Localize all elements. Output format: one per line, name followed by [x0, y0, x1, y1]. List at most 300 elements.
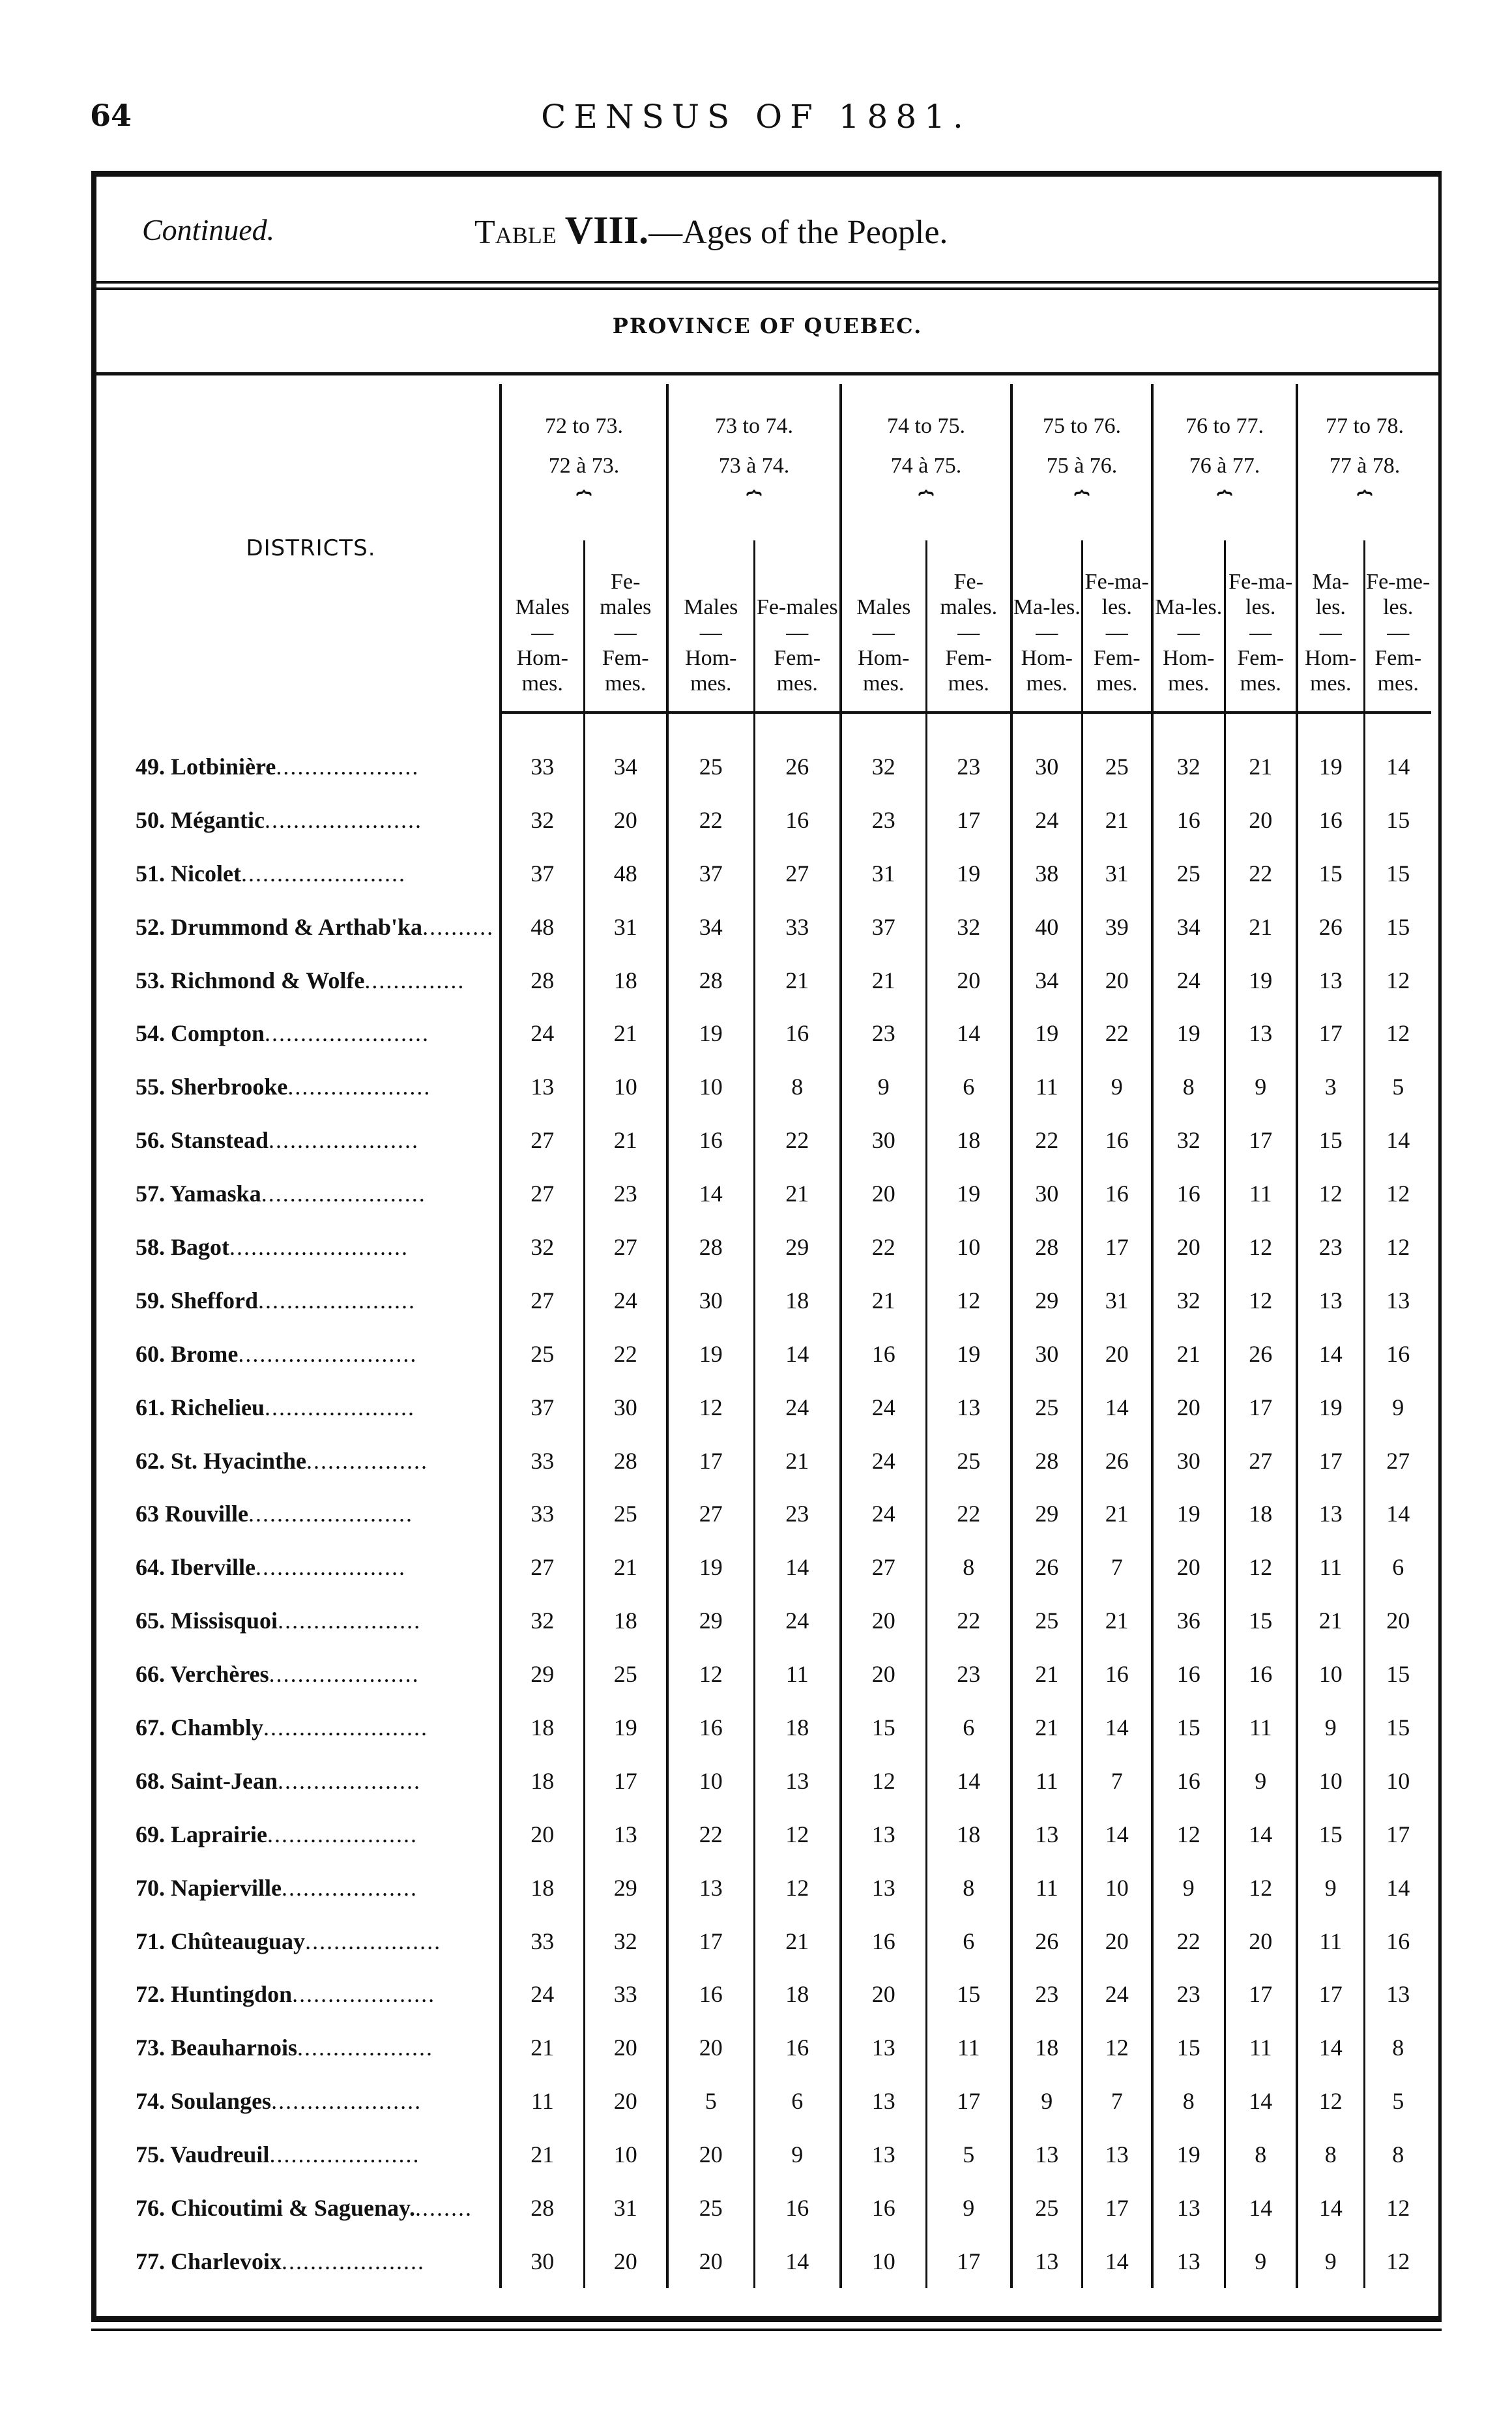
males-value: 25 — [1011, 2181, 1082, 2235]
leader-dots: ......................... — [229, 1233, 409, 1260]
age-group-header — [841, 384, 1011, 540]
males-value: 23 — [1297, 1220, 1364, 1274]
district-number: 70. — [136, 1874, 165, 1901]
leader-dots: .................... — [278, 1767, 422, 1794]
males-value: 19 — [1152, 2128, 1225, 2181]
males-value: 22 — [667, 1808, 754, 1861]
females-value: 20 — [584, 2074, 667, 2128]
females-value: 8 — [926, 1861, 1011, 1915]
females-value: 19 — [1225, 954, 1297, 1007]
females-value: 6 — [754, 2074, 841, 2128]
males-value: 19 — [1152, 1487, 1225, 1540]
females-value: 24 — [584, 1274, 667, 1327]
sex-label-fr: Fem-mes. — [602, 646, 649, 696]
district-number: 55. — [136, 1074, 165, 1100]
females-value: 11 — [926, 2021, 1011, 2074]
dash-divider: — — [1036, 621, 1058, 645]
males-value: 21 — [1297, 1594, 1364, 1647]
leader-dots: ................... — [297, 2035, 434, 2061]
females-value: 9 — [926, 2181, 1011, 2235]
females-value: 15 — [1364, 1647, 1431, 1701]
males-value: 13 — [841, 2128, 926, 2181]
table-row — [123, 2128, 1431, 2181]
females-value: 12 — [1364, 2181, 1431, 2235]
males-value: 17 — [667, 1915, 754, 1968]
dash-divider: — — [1249, 621, 1272, 645]
district-label: Richelieu — [171, 1394, 265, 1420]
district-label: Shefford — [171, 1287, 258, 1314]
district-number: 50. — [136, 806, 165, 833]
males-value: 30 — [1011, 1167, 1082, 1220]
table-title-text: —Ages of the People. — [648, 214, 948, 251]
females-value: 11 — [1225, 2021, 1297, 2074]
sex-label-en: Fe-males — [600, 569, 652, 619]
sex-label-en: Males — [684, 595, 738, 619]
females-value: 27 — [754, 847, 841, 900]
males-value: 16 — [841, 1915, 926, 1968]
males-value: 10 — [667, 1754, 754, 1808]
females-value: 14 — [754, 2235, 841, 2288]
district-name — [123, 1915, 501, 1968]
males-value: 12 — [1297, 2074, 1364, 2128]
females-value: 14 — [926, 1007, 1011, 1060]
females-value: 25 — [584, 1487, 667, 1540]
females-value: 25 — [584, 1647, 667, 1701]
females-value: 16 — [1082, 1113, 1152, 1167]
males-value: 37 — [501, 847, 584, 900]
females-value: 21 — [754, 954, 841, 1007]
females-value: 39 — [1082, 900, 1152, 954]
district-label: Stanstead — [171, 1127, 269, 1154]
males-value: 37 — [667, 847, 754, 900]
females-value: 12 — [754, 1808, 841, 1861]
males-value: 28 — [501, 954, 584, 1007]
table-row — [123, 1808, 1431, 1861]
sex-label-fr: Hom-mes. — [516, 646, 568, 696]
males-value: 33 — [501, 740, 584, 793]
males-value: 30 — [667, 1274, 754, 1327]
females-value: 6 — [926, 1701, 1011, 1754]
males-value: 11 — [501, 2074, 584, 2128]
district-name — [123, 1594, 501, 1647]
males-value: 25 — [1152, 847, 1225, 900]
females-value: 18 — [754, 1274, 841, 1327]
females-value: 14 — [1225, 1808, 1297, 1861]
district-name — [123, 2074, 501, 2128]
females-value: 26 — [1225, 1327, 1297, 1381]
males-value: 19 — [1011, 1007, 1082, 1060]
females-value: 33 — [584, 1967, 667, 2021]
males-value: 24 — [501, 1967, 584, 2021]
males-value: 19 — [1152, 1007, 1225, 1060]
district-number: 66. — [136, 1661, 165, 1688]
leader-dots: ....................... — [265, 1020, 430, 1047]
females-value: 8 — [1364, 2128, 1431, 2181]
district-label: Napierville — [171, 1874, 282, 1901]
running-head: CENSUS OF 1881. — [541, 98, 971, 136]
table-row — [123, 1167, 1431, 1220]
district-number: 75. — [136, 2141, 165, 2168]
males-header — [1011, 540, 1082, 713]
males-value: 20 — [841, 1647, 926, 1701]
group-header-row — [123, 384, 1431, 540]
table-row — [123, 1647, 1431, 1701]
leader-dots: ....................... — [248, 1501, 414, 1527]
females-value: 9 — [1082, 1060, 1152, 1113]
males-value: 19 — [667, 1327, 754, 1381]
males-value: 11 — [1011, 1060, 1082, 1113]
males-value: 12 — [667, 1647, 754, 1701]
females-value: 18 — [1225, 1487, 1297, 1540]
district-number: 65. — [136, 1608, 165, 1634]
males-value: 32 — [1152, 1274, 1225, 1327]
females-value: 18 — [754, 1701, 841, 1754]
females-value: 6 — [1364, 1540, 1431, 1594]
leader-dots: .................... — [292, 1981, 436, 2008]
females-value: 13 — [1364, 1274, 1431, 1327]
females-value: 17 — [926, 2235, 1011, 2288]
district-name — [123, 1808, 501, 1861]
males-value: 18 — [501, 1861, 584, 1915]
females-value: 8 — [754, 1060, 841, 1113]
females-value: 21 — [754, 1167, 841, 1220]
males-value: 25 — [667, 740, 754, 793]
males-value: 30 — [841, 1113, 926, 1167]
females-value: 16 — [754, 2021, 841, 2074]
males-value: 30 — [1011, 1327, 1082, 1381]
males-value: 32 — [501, 1220, 584, 1274]
district-name — [123, 1274, 501, 1327]
males-value: 25 — [501, 1327, 584, 1381]
district-name — [123, 1060, 501, 1113]
males-value: 12 — [1297, 1167, 1364, 1220]
females-value: 22 — [926, 1594, 1011, 1647]
age-group-fr: 72 à 73. — [548, 454, 620, 478]
females-value: 9 — [1225, 1060, 1297, 1113]
males-header — [1152, 540, 1225, 713]
females-value: 29 — [584, 1861, 667, 1915]
males-value: 24 — [1152, 954, 1225, 1007]
females-value: 27 — [1225, 1434, 1297, 1488]
males-value: 9 — [841, 1060, 926, 1113]
females-value: 20 — [926, 954, 1011, 1007]
females-value: 18 — [926, 1113, 1011, 1167]
males-value: 13 — [1152, 2181, 1225, 2235]
males-value: 12 — [667, 1381, 754, 1434]
table-row — [123, 1861, 1431, 1915]
males-value: 22 — [841, 1220, 926, 1274]
females-value: 8 — [926, 1540, 1011, 1594]
females-value: 13 — [584, 1808, 667, 1861]
table-row — [123, 1274, 1431, 1327]
females-value: 20 — [584, 793, 667, 847]
males-value: 27 — [501, 1540, 584, 1594]
district-number: 77. — [136, 2248, 165, 2274]
males-value: 27 — [501, 1274, 584, 1327]
table-row — [123, 740, 1431, 793]
females-value: 21 — [584, 1007, 667, 1060]
district-label: Chicoutimi & Saguenay. — [171, 2194, 416, 2221]
leader-dots: .............. — [364, 967, 465, 993]
district-label: Saint-Jean — [171, 1767, 278, 1794]
females-value: 9 — [754, 2128, 841, 2181]
females-value: 18 — [926, 1808, 1011, 1861]
females-value: 22 — [926, 1487, 1011, 1540]
district-number: 73. — [136, 2035, 165, 2061]
males-value: 14 — [1297, 1327, 1364, 1381]
females-value: 17 — [1364, 1808, 1431, 1861]
males-value: 24 — [841, 1434, 926, 1488]
leader-dots: ......................... — [238, 1340, 418, 1367]
females-value: 23 — [926, 1647, 1011, 1701]
females-value: 25 — [1082, 740, 1152, 793]
dash-divider: — — [1105, 621, 1128, 645]
table-row — [123, 900, 1431, 954]
district-label: Soulanges — [171, 2088, 272, 2115]
females-value: 13 — [926, 1381, 1011, 1434]
district-number: 59. — [136, 1287, 165, 1314]
brace-icon: ⏞ — [1217, 490, 1232, 520]
females-value: 7 — [1082, 2074, 1152, 2128]
females-value: 14 — [754, 1540, 841, 1594]
district-number: 57. — [136, 1181, 165, 1207]
females-value: 16 — [754, 2181, 841, 2235]
males-value: 37 — [501, 1381, 584, 1434]
males-header — [667, 540, 754, 713]
table-row — [123, 1754, 1431, 1808]
males-value: 16 — [1152, 1167, 1225, 1220]
males-value: 24 — [501, 1007, 584, 1060]
age-group-header — [1011, 384, 1152, 540]
males-value: 13 — [1152, 2235, 1225, 2288]
males-value: 23 — [841, 1007, 926, 1060]
females-value: 14 — [1225, 2074, 1297, 2128]
females-value: 29 — [754, 1220, 841, 1274]
males-value: 9 — [1297, 1861, 1364, 1915]
district-number: 71. — [136, 1928, 165, 1954]
males-value: 11 — [1011, 1754, 1082, 1808]
females-value: 30 — [584, 1381, 667, 1434]
females-value: 10 — [926, 1220, 1011, 1274]
females-value: 21 — [584, 1113, 667, 1167]
males-value: 20 — [667, 2021, 754, 2074]
males-value: 24 — [841, 1381, 926, 1434]
males-value: 29 — [667, 1594, 754, 1647]
table-row — [123, 1327, 1431, 1381]
females-value: 23 — [584, 1167, 667, 1220]
males-value: 13 — [1011, 2128, 1082, 2181]
females-value: 22 — [754, 1113, 841, 1167]
leader-dots: .................... — [281, 2248, 425, 2274]
females-value: 18 — [584, 1594, 667, 1647]
males-value: 16 — [1152, 793, 1225, 847]
males-value: 27 — [667, 1487, 754, 1540]
district-label: Charlevoix — [171, 2248, 282, 2274]
district-name — [123, 2181, 501, 2235]
districts-header: DISTRICTS. — [246, 535, 376, 561]
females-value: 15 — [1225, 1594, 1297, 1647]
males-value: 18 — [1011, 2021, 1082, 2074]
sex-label-fr: Fem-mes. — [1374, 646, 1422, 696]
title-rule — [96, 281, 1438, 284]
sex-label-fr: Fem-mes. — [774, 646, 821, 696]
females-value: 15 — [1364, 1701, 1431, 1754]
table-row — [123, 2235, 1431, 2288]
district-number: 64. — [136, 1554, 165, 1581]
sex-label-en: Ma-les. — [1155, 595, 1223, 619]
males-value: 16 — [667, 1113, 754, 1167]
males-value: 15 — [1152, 1701, 1225, 1754]
males-value: 26 — [1297, 900, 1364, 954]
females-value: 10 — [584, 1060, 667, 1113]
males-value: 21 — [841, 1274, 926, 1327]
females-value: 16 — [1082, 1647, 1152, 1701]
males-value: 30 — [1152, 1434, 1225, 1488]
males-value: 9 — [1297, 1701, 1364, 1754]
males-value: 15 — [1297, 1113, 1364, 1167]
males-value: 33 — [501, 1434, 584, 1488]
males-value: 19 — [667, 1540, 754, 1594]
females-value: 20 — [1225, 793, 1297, 847]
males-value: 29 — [501, 1647, 584, 1701]
females-value: 14 — [926, 1754, 1011, 1808]
sex-label-fr: Hom-mes. — [858, 646, 910, 696]
table-row — [123, 1113, 1431, 1167]
males-value: 28 — [501, 2181, 584, 2235]
table-row — [123, 2181, 1431, 2235]
females-value: 5 — [1364, 2074, 1431, 2128]
males-value: 34 — [667, 900, 754, 954]
females-value: 10 — [1082, 1861, 1152, 1915]
page-number: 64 — [90, 98, 132, 133]
females-value: 14 — [1225, 2181, 1297, 2235]
females-header — [926, 540, 1011, 713]
males-value: 20 — [841, 1967, 926, 2021]
leader-dots: ..................... — [269, 1127, 420, 1154]
females-value: 14 — [1364, 740, 1431, 793]
males-header — [841, 540, 926, 713]
females-value: 11 — [754, 1647, 841, 1701]
province-heading: PROVINCE OF QUEBEC. — [612, 314, 923, 338]
males-value: 20 — [667, 2128, 754, 2181]
age-group-fr: 73 à 74. — [718, 454, 790, 478]
dash-divider: — — [1387, 621, 1410, 645]
females-value: 15 — [1364, 847, 1431, 900]
females-value: 17 — [926, 2074, 1011, 2128]
males-value: 18 — [501, 1701, 584, 1754]
bottom-rule — [91, 2329, 1442, 2331]
males-value: 13 — [667, 1861, 754, 1915]
males-value: 29 — [1011, 1274, 1082, 1327]
females-value: 5 — [1364, 1060, 1431, 1113]
males-value: 20 — [841, 1594, 926, 1647]
age-group-header — [501, 384, 667, 540]
males-value: 17 — [1297, 1007, 1364, 1060]
males-header — [501, 540, 584, 713]
district-name — [123, 1754, 501, 1808]
males-value: 18 — [501, 1754, 584, 1808]
males-value: 16 — [841, 1327, 926, 1381]
males-value: 27 — [841, 1540, 926, 1594]
age-group-fr: 77 à 78. — [1329, 454, 1401, 478]
district-name — [123, 1701, 501, 1754]
females-value: 33 — [754, 900, 841, 954]
district-number: 63 — [136, 1501, 159, 1527]
title-rule-2 — [96, 287, 1438, 290]
females-value: 14 — [1082, 1381, 1152, 1434]
district-label: Sherbrooke — [171, 1074, 288, 1100]
males-value: 28 — [1011, 1220, 1082, 1274]
males-value: 22 — [1152, 1915, 1225, 1968]
females-value: 11 — [1225, 1167, 1297, 1220]
leader-dots: ....................... — [240, 860, 406, 887]
females-value: 24 — [754, 1381, 841, 1434]
females-value: 14 — [754, 1327, 841, 1381]
females-value: 22 — [1082, 1007, 1152, 1060]
males-value: 19 — [1297, 1381, 1364, 1434]
females-value: 14 — [1082, 1701, 1152, 1754]
ages-table — [123, 384, 1431, 2288]
sex-label-fr: Fem-mes. — [1093, 646, 1141, 696]
table-label: Table — [474, 214, 557, 251]
males-value: 20 — [1152, 1220, 1225, 1274]
males-value: 14 — [667, 1167, 754, 1220]
district-name — [123, 1647, 501, 1701]
district-number: 76. — [136, 2194, 165, 2221]
sex-label-en: Males — [515, 595, 570, 619]
males-value: 36 — [1152, 1594, 1225, 1647]
sex-label-en: Fe-me-les. — [1366, 569, 1431, 619]
females-value: 8 — [1364, 2021, 1431, 2074]
females-value: 12 — [1225, 1540, 1297, 1594]
leader-dots: ...................... — [258, 1287, 416, 1314]
males-value: 15 — [1297, 1808, 1364, 1861]
province-rule — [96, 372, 1438, 375]
males-value: 11 — [1297, 1540, 1364, 1594]
continued-label: Continued. — [142, 213, 275, 246]
females-value: 17 — [584, 1754, 667, 1808]
females-value: 14 — [1364, 1113, 1431, 1167]
age-group-fr: 75 à 76. — [1046, 454, 1118, 478]
males-value: 16 — [1152, 1647, 1225, 1701]
brace-icon: ⏞ — [1074, 490, 1090, 520]
age-group-header — [1152, 384, 1297, 540]
district-number: 67. — [136, 1714, 165, 1741]
district-name — [123, 847, 501, 900]
females-value: 16 — [1082, 1167, 1152, 1220]
females-value: 11 — [1225, 1701, 1297, 1754]
males-value: 13 — [1011, 1808, 1082, 1861]
district-name — [123, 740, 501, 793]
brace-icon: ⏞ — [918, 490, 934, 520]
district-name — [123, 1220, 501, 1274]
table-row — [123, 2074, 1431, 2128]
males-value: 13 — [841, 2021, 926, 2074]
males-value: 40 — [1011, 900, 1082, 954]
females-value: 21 — [1082, 1487, 1152, 1540]
sex-label-en: Fe-males — [756, 595, 838, 619]
females-value: 9 — [1225, 2235, 1297, 2288]
females-value: 20 — [584, 2021, 667, 2074]
females-value: 21 — [1082, 793, 1152, 847]
females-value: 17 — [926, 793, 1011, 847]
table-number: VIII. — [564, 209, 649, 252]
males-value: 13 — [1297, 1487, 1364, 1540]
dash-divider: — — [957, 621, 980, 645]
males-value: 26 — [1011, 1540, 1082, 1594]
spacer-row — [123, 713, 1431, 740]
district-number: 74. — [136, 2088, 165, 2115]
